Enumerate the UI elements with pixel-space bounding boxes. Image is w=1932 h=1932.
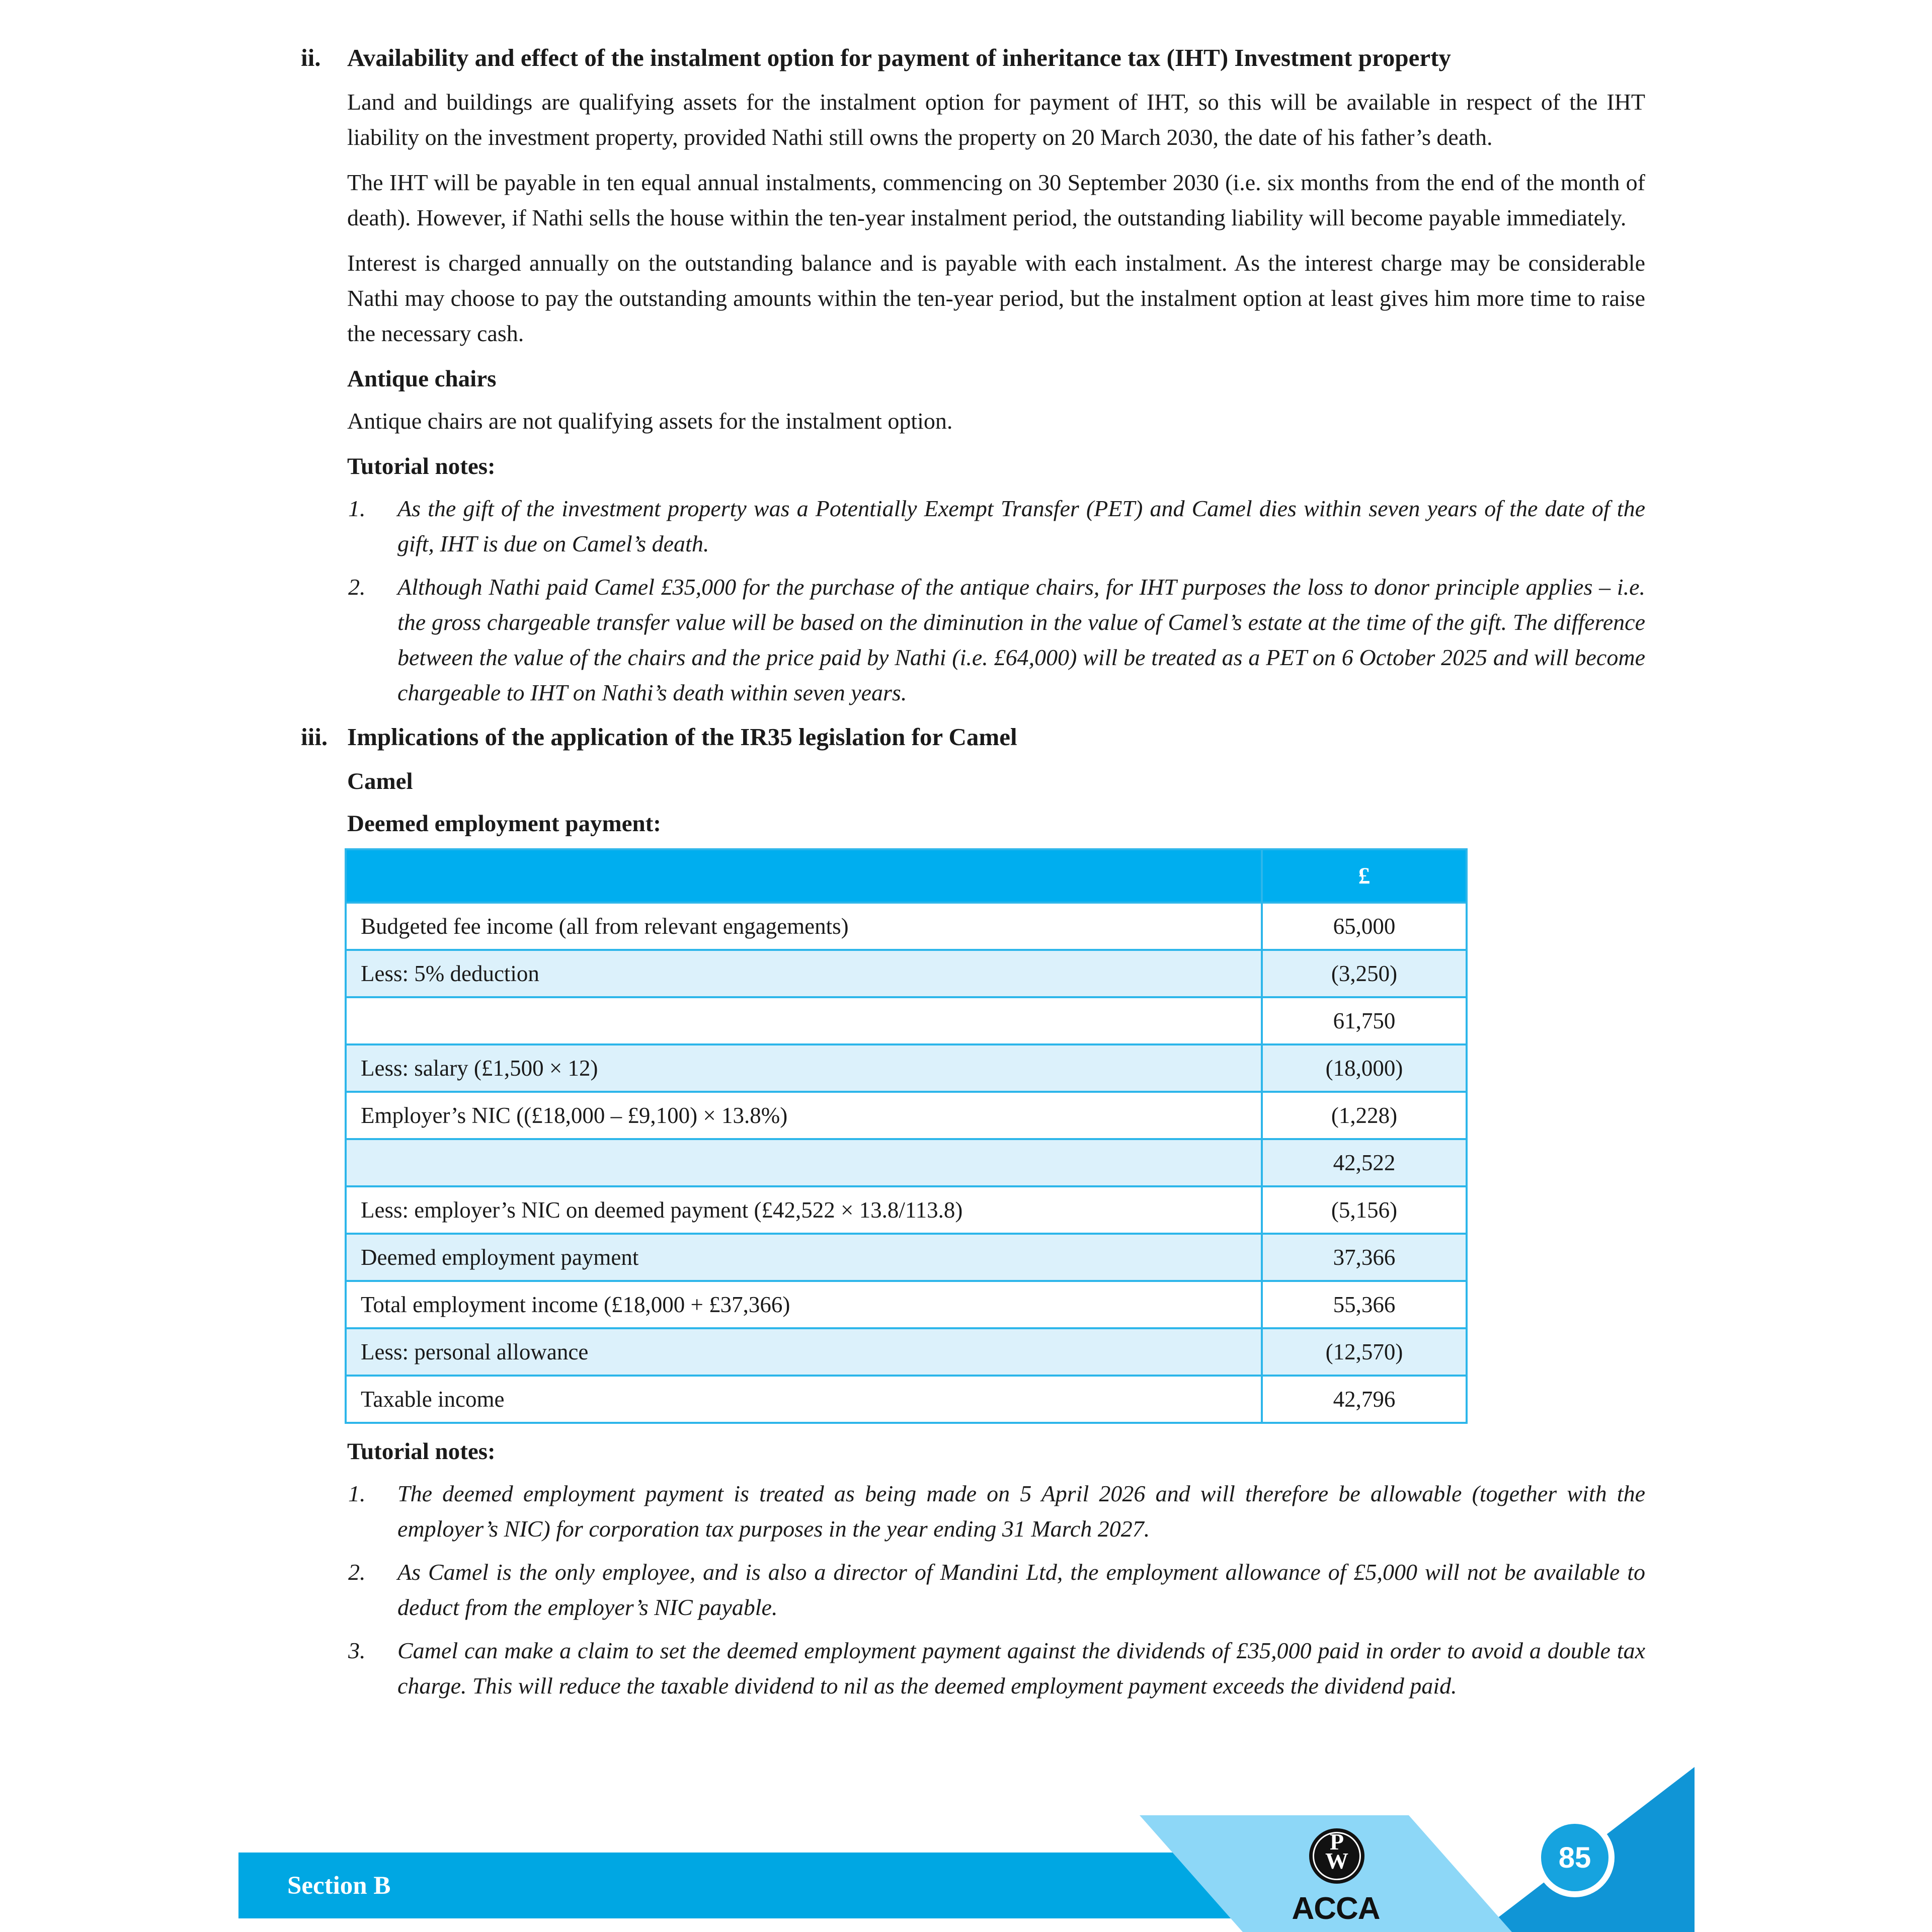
page-number-badge (1535, 1818, 1615, 1897)
row-label (346, 1139, 1262, 1186)
page-content (301, 39, 1645, 1712)
publisher-logo-block (1137, 1811, 1535, 1932)
section-iii-marker: iii. (301, 723, 328, 751)
tutorial-note (347, 1555, 1645, 1625)
paragraph: Antique chairs are not qualifying assets for the instalment option. (347, 408, 953, 434)
note-text: As the gift of the investment property was a Potentially Exempt Transfer (PET) and Camel dies within seven years of the date of the gift, IHT is due on Camel’s death. (397, 496, 1645, 556)
note-text: Camel can make a claim to set the deemed employment payment against the dividends of £35,000 paid in order to avoid a double tax charge. This will reduce the taxable dividend to nil as the deemed employment payment exceeds the dividend paid. (397, 1638, 1645, 1699)
table-header-blank (346, 849, 1262, 903)
table-row (346, 1092, 1467, 1139)
table-row (346, 1234, 1467, 1281)
row-value: (1,228) (1262, 1092, 1467, 1139)
pw-logo-letter-p: P (1329, 1829, 1344, 1855)
pw-logo-letter-w: W (1325, 1848, 1348, 1874)
subheading-camel: Camel (347, 768, 413, 794)
row-label: Less: salary (£1,500 × 12) (346, 1044, 1262, 1092)
row-value: (18,000) (1262, 1044, 1467, 1092)
section-iii (301, 718, 1645, 1704)
row-label: Budgeted fee income (all from relevant engagements) (346, 903, 1262, 950)
row-label: Employer’s NIC ((£18,000 – £9,100) × 13.8%) (346, 1092, 1262, 1139)
row-value: 65,000 (1262, 903, 1467, 950)
row-label: Less: employer’s NIC on deemed payment (£42,522 × 13.8/113.8) (346, 1186, 1262, 1234)
note-text: The deemed employment payment is treated as being made on 5 April 2026 and will therefore be allowable (together with the employer’s NIC) for corporation tax purposes in the year ending 31 March 2027. (397, 1481, 1645, 1542)
row-value: 42,522 (1262, 1139, 1467, 1186)
row-value: (12,570) (1262, 1328, 1467, 1376)
page-number: 85 (1541, 1824, 1608, 1891)
table-row (346, 1186, 1467, 1234)
tutorial-note (347, 570, 1645, 710)
row-value: (5,156) (1262, 1186, 1467, 1234)
deemed-employment-table (345, 848, 1468, 1424)
paragraph: The IHT will be payable in ten equal annual instalments, commencing on 30 September 2030 (i.e. six months from the end of the month of death). However, if Nathi sells the house within the ten-year instalment period, the outstanding liability will become payable immediately. (347, 170, 1645, 230)
note-number: 3. (348, 1638, 366, 1663)
note-number: 2. (348, 574, 366, 600)
section-footer-label: Section B (287, 1871, 391, 1900)
table-row (346, 1376, 1467, 1423)
table-row (346, 903, 1467, 950)
row-label: Less: 5% deduction (346, 950, 1262, 997)
row-value: 42,796 (1262, 1376, 1467, 1423)
table-row (346, 1328, 1467, 1376)
tutorial-note (347, 1476, 1645, 1547)
note-number: 1. (348, 496, 366, 521)
section-ii (301, 39, 1645, 710)
note-text: As Camel is the only employee, and is also a director of Mandini Ltd, the employment allowance of £5,000 will not be available to deduct from the employer’s NIC payable. (397, 1559, 1645, 1620)
table-row (346, 1139, 1467, 1186)
tutorial-notes-heading: Tutorial notes: (347, 453, 496, 479)
row-value: 61,750 (1262, 997, 1467, 1044)
row-value: 37,366 (1262, 1234, 1467, 1281)
table-row (346, 1044, 1467, 1092)
row-label (346, 997, 1262, 1044)
row-label: Deemed employment payment (346, 1234, 1262, 1281)
tutorial-notes-heading: Tutorial notes: (347, 1438, 496, 1465)
note-number: 1. (348, 1481, 366, 1506)
note-text: Although Nathi paid Camel £35,000 for the purchase of the antique chairs, for IHT purposes the loss to donor principle applies – i.e. the gross chargeable transfer value will be based on the diminution in the value of Camel’s estate at the time of the gift. The difference between the value of the chairs and the price paid by Nathi (i.e. £64,000) will be treated as a PET on 6 October 2025 and will become chargeable to IHT on Nathi’s death within seven years. (397, 574, 1645, 705)
row-label: Less: personal allowance (346, 1328, 1262, 1376)
subheading-deemed-employment: Deemed employment payment: (347, 811, 661, 837)
row-label: Taxable income (346, 1376, 1262, 1423)
row-value: 55,366 (1262, 1281, 1467, 1328)
section-ii-marker: ii. (301, 44, 321, 71)
table-row (346, 950, 1467, 997)
note-number: 2. (348, 1559, 366, 1585)
row-value: (3,250) (1262, 950, 1467, 997)
table-row (346, 1281, 1467, 1328)
table-header-row (346, 849, 1467, 903)
section-ii-title: Availability and effect of the instalment option for payment of inheritance tax (IHT) Investment property (347, 44, 1451, 71)
tutorial-note (347, 1633, 1645, 1704)
paragraph: Interest is charged annually on the outstanding balance and is payable with each instalment. As the interest charge may be considerable Nathi may choose to pay the outstanding amounts within the ten-year period, but the instalment option at least gives him more time to raise the necessary cash. (347, 250, 1645, 346)
paragraph: Land and buildings are qualifying assets for the instalment option for payment of IHT, so this will be available in respect of the IHT liability on the investment property, provided Nathi still owns the property on 20 March 2030, the date of his father’s death. (347, 89, 1645, 150)
table-row (346, 997, 1467, 1044)
row-label: Total employment income (£18,000 + £37,366) (346, 1281, 1262, 1328)
subheading-antique-chairs: Antique chairs (347, 366, 497, 392)
tutorial-note (347, 491, 1645, 561)
acca-wordmark: ACCA (1292, 1891, 1380, 1926)
table-header-currency: £ (1262, 849, 1467, 903)
section-iii-title: Implications of the application of the IR35 legislation for Camel (347, 723, 1017, 751)
pw-logo (1309, 1828, 1364, 1884)
